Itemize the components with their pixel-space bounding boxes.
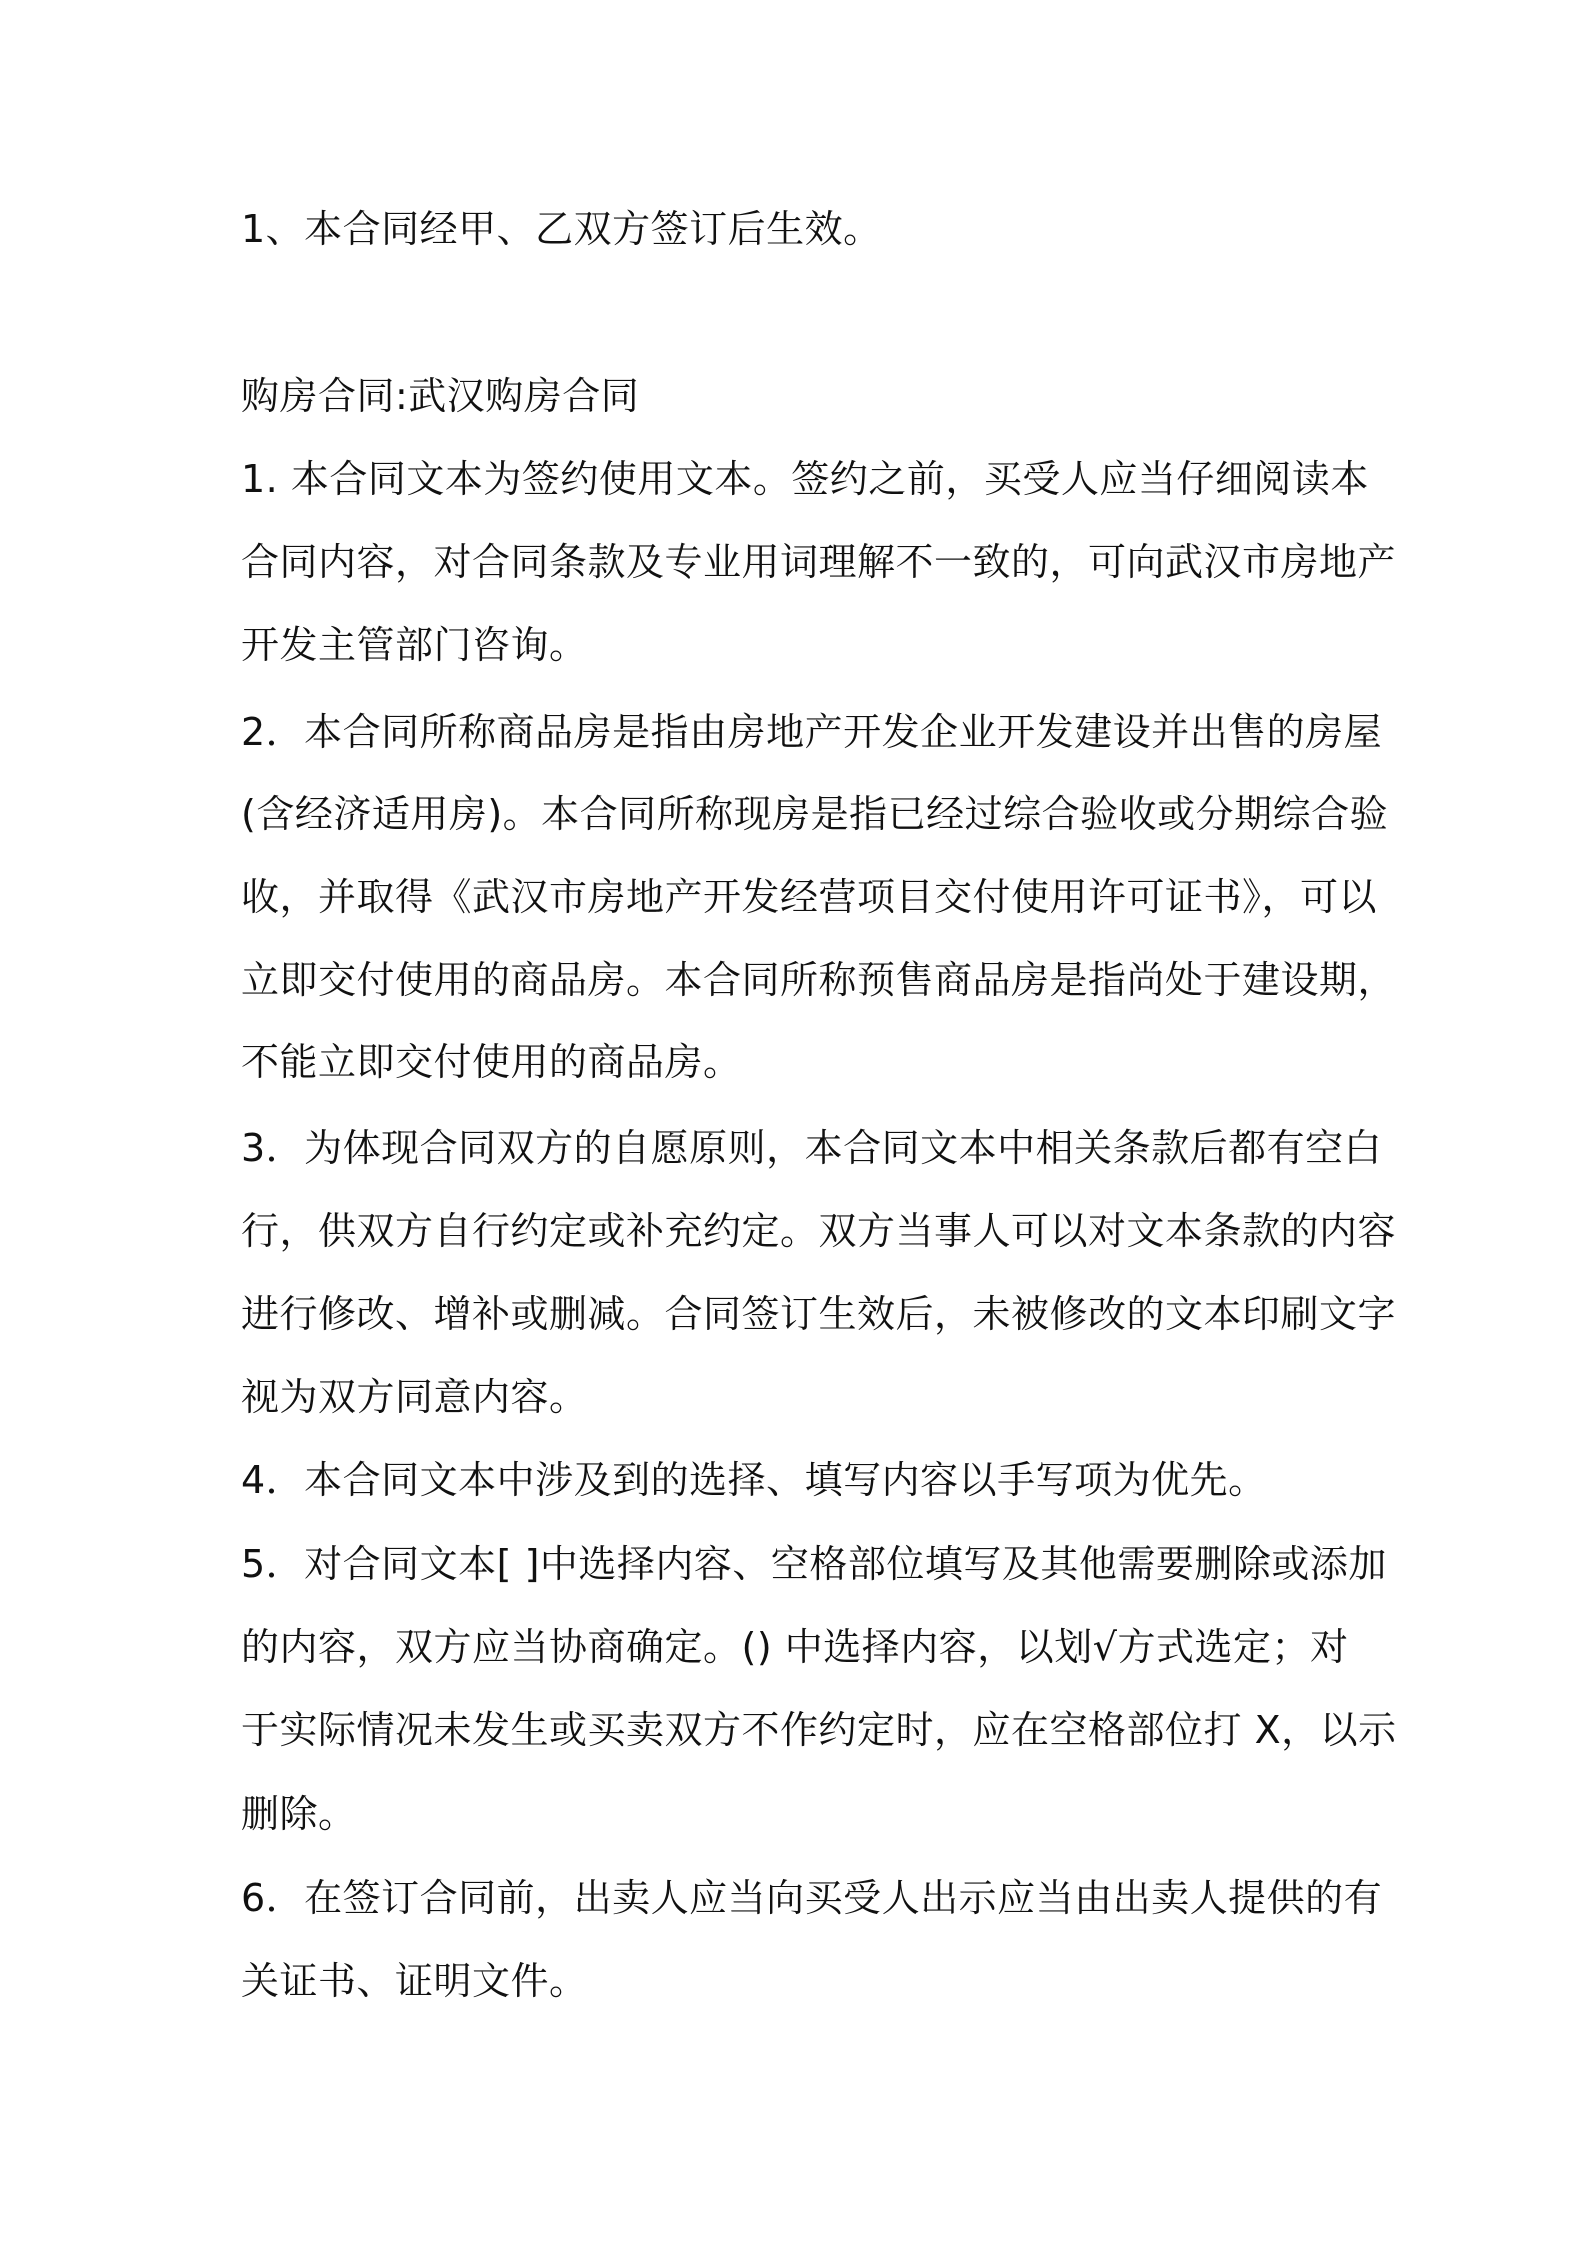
text-line: 6．在签订合同前，出卖人应当向买受人出示应当由出卖人提供的有: [241, 1876, 1383, 1920]
text-line: 立即交付使用的商品房。本合同所称预售商品房是指尚处于建设期，: [241, 958, 1397, 1002]
text-line: 的内容，双方应当协商确定。() 中选择内容，以划√方式选定；对: [241, 1625, 1349, 1669]
text-line: 1. 本合同文本为签约使用文本。签约之前，买受人应当仔细阅读本: [241, 457, 1369, 501]
text-line: 行，供双方自行约定或补充约定。双方当事人可以对文本条款的内容: [241, 1209, 1397, 1253]
text-line: 2．本合同所称商品房是指由房地产开发企业开发建设并出售的房屋: [241, 710, 1383, 754]
text-line: 开发主管部门咨询。: [241, 623, 588, 667]
heading: 购房合同:武汉购房合同: [241, 374, 640, 418]
text-line: 4．本合同文本中涉及到的选择、填写内容以手写项为优先。: [241, 1458, 1267, 1502]
text-line: 视为双方同意内容。: [241, 1375, 588, 1419]
text-line: 进行修改、增补或删减。合同签订生效后，未被修改的文本印刷文字: [241, 1292, 1397, 1336]
text-line: (含经济适用房)。本合同所称现房是指已经过综合验收或分期综合验: [241, 792, 1389, 836]
text-line: 收，并取得《武汉市房地产开发经营项目交付使用许可证书》，可以: [241, 875, 1378, 919]
intro-line: 1、本合同经甲、乙双方签订后生效。: [241, 207, 882, 251]
text-line: 不能立即交付使用的商品房。: [241, 1040, 742, 1084]
text-line: 3．为体现合同双方的自愿原则，本合同文本中相关条款后都有空白: [241, 1126, 1383, 1170]
text-line: 于实际情况未发生或买卖双方不作约定时，应在空格部位打 X，以示: [241, 1708, 1397, 1752]
text-line: 删除。: [241, 1792, 357, 1836]
text-line: 关证书、证明文件。: [241, 1959, 588, 2003]
text-line: 5．对合同文本[ ]中选择内容、空格部位填写及其他需要删除或添加: [241, 1542, 1387, 1586]
text-line: 合同内容，对合同条款及专业用词理解不一致的，可向武汉市房地产: [241, 540, 1397, 584]
